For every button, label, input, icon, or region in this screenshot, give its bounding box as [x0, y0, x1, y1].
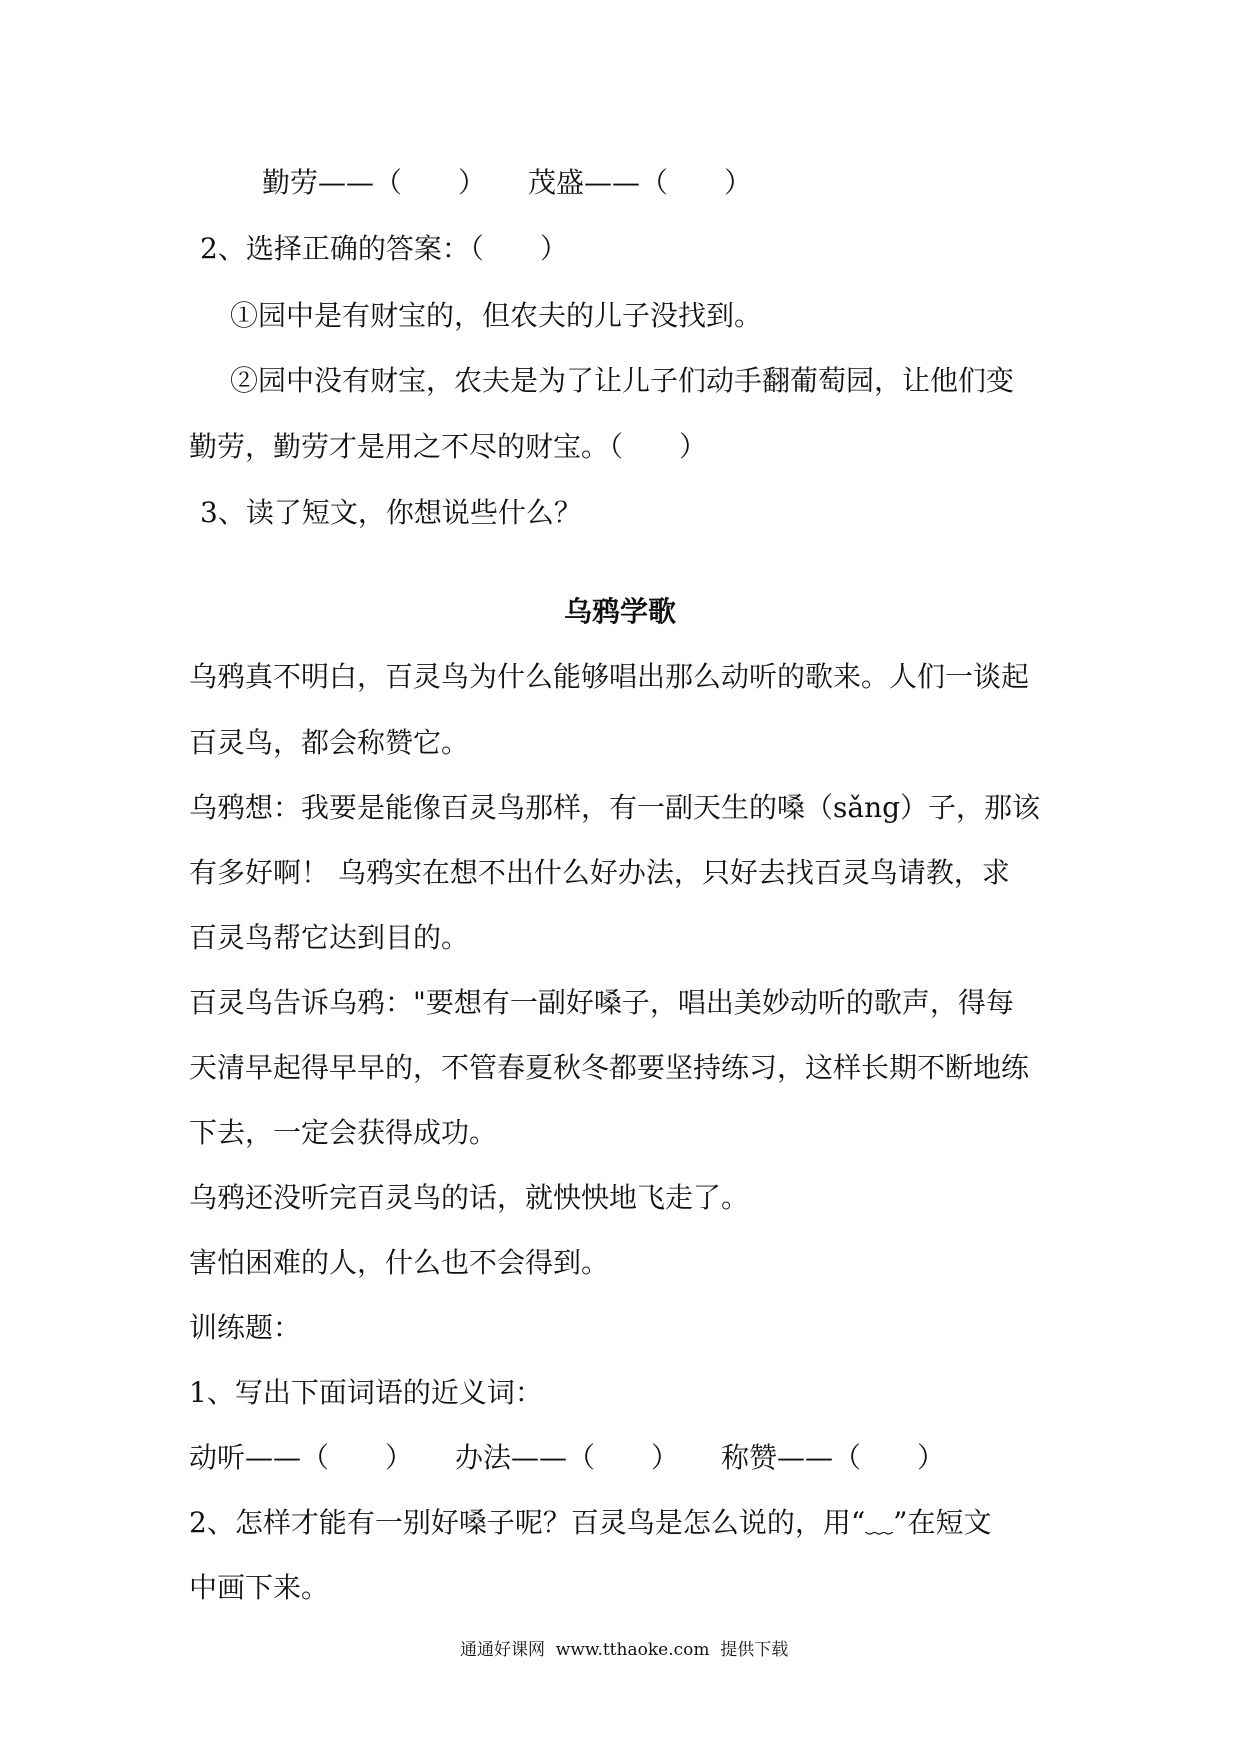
exercises-heading: 训练题： [189, 1311, 302, 1344]
synonyms-row-prev: 勤劳——（ ） 茂盛——（ ） [262, 166, 753, 199]
story-paragraph-5: 害怕困难的人，什么也不会得到。 [189, 1246, 610, 1279]
story-title: 乌鸦学歌 [564, 595, 677, 628]
exercise-question-2-line-1: 2、怎样才能有一别好嗓子呢？百灵鸟是怎么说的，用“﹏”在短文 [189, 1506, 992, 1539]
option-2-line-1: ②园中没有财宝，农夫是为了让儿子们动手翻葡萄园，让他们变 [230, 364, 1015, 397]
story-paragraph-2-line-1: 乌鸦想：我要是能像百灵鸟那样，有一副天生的嗓（sǎng）子，那该 [189, 791, 1041, 824]
exercise-question-1: 1、写出下面词语的近义词： [189, 1376, 543, 1409]
question-2-prev: 2、选择正确的答案：（ ） [200, 232, 568, 265]
exercise-question-1-row: 动听——（ ） 办法——（ ） 称赞——（ ） [189, 1441, 946, 1474]
story-paragraph-4: 乌鸦还没听完百灵鸟的话，就怏怏地飞走了。 [189, 1181, 750, 1214]
footer-source: 通通好课网 www.tthaoke.com 提供下载 [460, 1640, 789, 1660]
story-paragraph-3-line-2: 天清早起得早早的，不管春夏秋冬都要坚持练习，这样长期不断地练 [189, 1051, 1030, 1084]
exercise-question-2-line-2: 中画下来。 [189, 1571, 330, 1604]
option-1: ①园中是有财宝的，但农夫的儿子没找到。 [230, 299, 763, 332]
story-paragraph-2-line-3: 百灵鸟帮它达到目的。 [189, 921, 470, 954]
story-paragraph-2-line-2: 有多好啊！ 乌鸦实在想不出什么好办法，只好去找百灵鸟请教，求 [189, 856, 1010, 889]
question-3-prev: 3、读了短文，你想说些什么？ [200, 496, 582, 529]
story-paragraph-3-line-1: 百灵鸟告诉乌鸦："要想有一副好嗓子，唱出美妙动听的歌声，得每 [189, 986, 1014, 1019]
story-paragraph-1-line-1: 乌鸦真不明白，百灵鸟为什么能够唱出那么动听的歌来。人们一谈起 [189, 660, 1030, 693]
story-paragraph-1-line-2: 百灵鸟，都会称赞它。 [189, 726, 470, 759]
story-paragraph-3-line-3: 下去，一定会获得成功。 [189, 1116, 498, 1149]
option-2-line-2: 勤劳，勤劳才是用之不尽的财宝。（ ） [189, 430, 708, 463]
